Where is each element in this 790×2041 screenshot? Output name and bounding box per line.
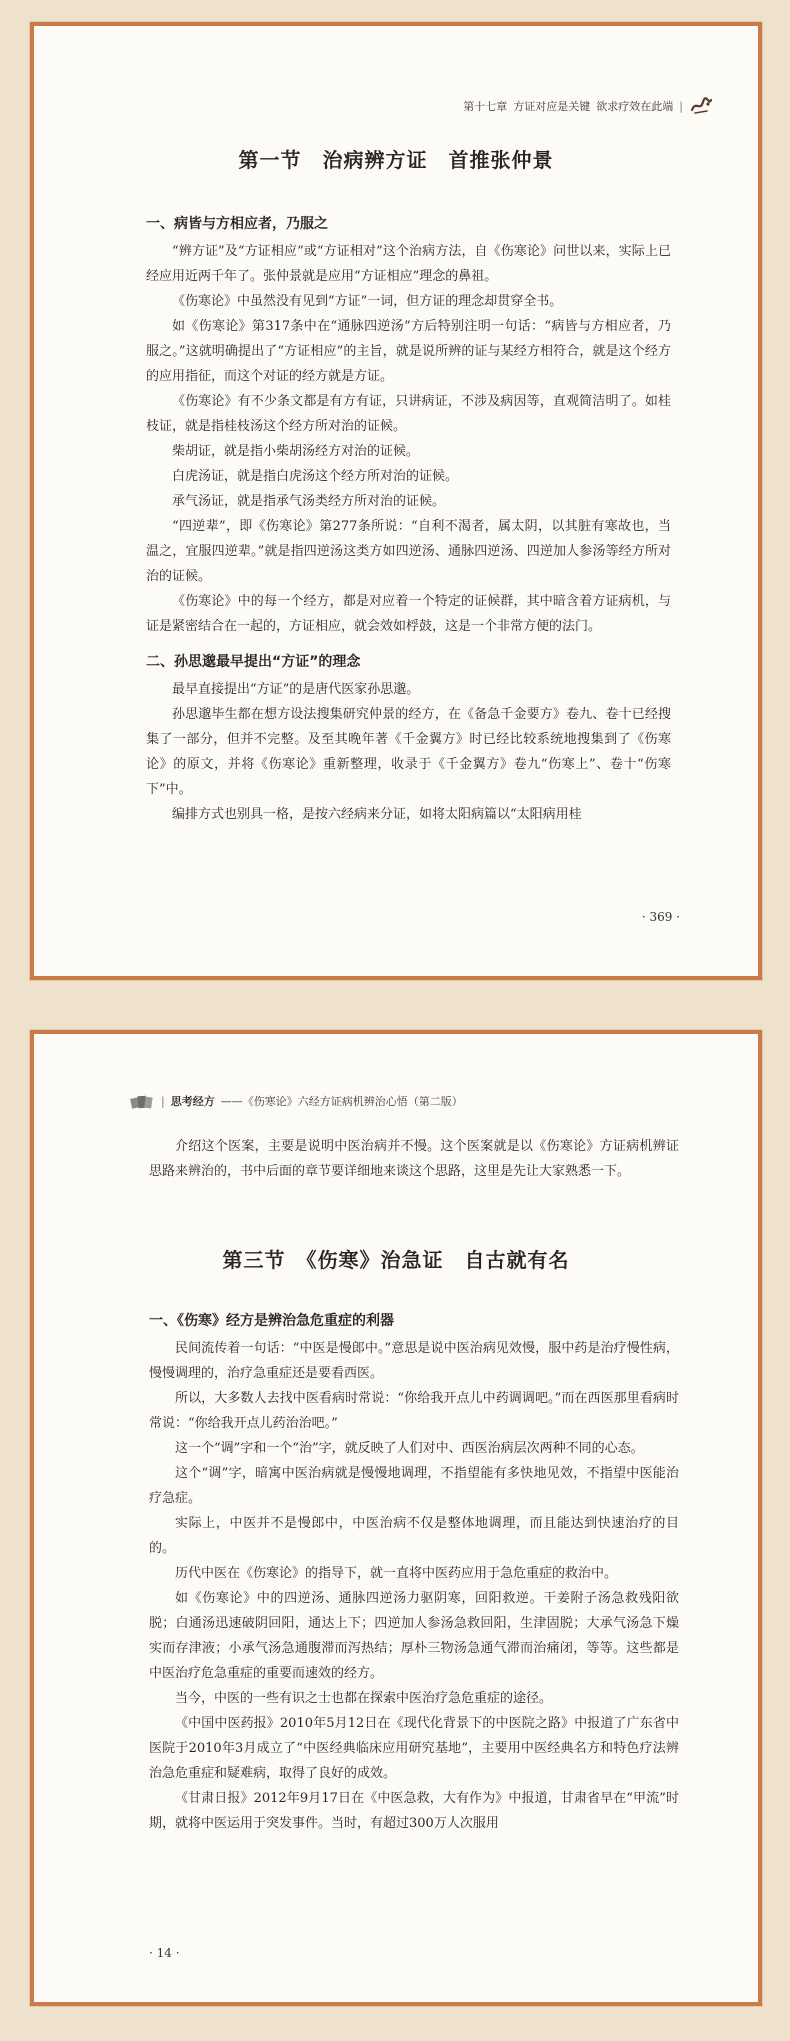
page-number: · 14 · — [149, 1946, 180, 1960]
running-head-separator: | — [679, 99, 683, 113]
chapter-number: 第十七章 — [463, 100, 508, 113]
paragraph: 承气汤证，就是指承气汤类经方所对治的证候。 — [172, 494, 446, 509]
paragraph: 最早直接提出“方证”的是唐代医家孙思邈。 — [172, 682, 420, 697]
paragraph: “辨方证”及“方证相应”或“方证相对”这个治病方法，自《伤寒论》问世以来，实际上已经应用近两千年了。张仲景就是应用“方证相应”理念的鼻祖。 — [146, 244, 671, 284]
running-head — [129, 1092, 463, 1110]
paragraph: 民间流传着一句话：“中医是慢郎中。”意思是说中医治病见效慢，服中药是治疗慢性病，慢慢调理的，治疗急重症还是要看西医。 — [149, 1341, 679, 1381]
paragraph: 当今，中医的一些有识之士也都在探索中医治疗急危重症的途径。 — [175, 1691, 553, 1706]
book-subtitle: ——《伤寒论》六经方证病机辨治心悟（第二版） — [220, 1095, 463, 1108]
page-number: · 369 · — [641, 910, 680, 924]
subsection-heading: 二、孙思邈最早提出“方证”的理念 — [146, 654, 361, 670]
paragraph: 编排方式也别具一格，是按六经病来分证，如将太阳病篇以“太阳病用桂 — [172, 807, 582, 822]
book-page-14 — [30, 1030, 762, 2006]
paragraph: 实际上，中医并不是慢郎中，中医治病不仅是整体地调理，而且能达到快速治疗的目的。 — [149, 1516, 679, 1556]
book-stack-icon — [129, 1092, 155, 1110]
lead-paragraph: 介绍这个医案，主要是说明中医治病并不慢。这个医案就是以《伤寒论》方证病机辨证思路来辨治的，书中后面的章节要详细地来谈这个思路，这里是先让大家熟悉一下。 — [149, 1139, 679, 1179]
paragraph: 这个“调”字，暗寓中医治病就是慢慢地调理，不指望能有多快地见效，不指望中医能治疗急症。 — [149, 1466, 679, 1506]
book-title: 思考经方 — [170, 1095, 215, 1108]
paragraph: “四逆辈”，即《伤寒论》第277条所说：“自利不渴者，属太阴，以其脏有寒故也，当温之，宜服四逆辈。”就是指四逆汤这类方如四逆汤、通脉四逆汤、四逆加人参汤等经方所对治的证候。 — [146, 519, 671, 584]
subsection-heading: 一、《伤寒》经方是辨治急危重症的利器 — [149, 1313, 394, 1329]
section-title: 第三节 《伤寒》治急证 自古就有名 — [222, 1248, 570, 1272]
paragraph: 《伤寒论》中虽然没有见到“方证”一词，但方证的理念却贯穿全书。 — [172, 294, 563, 309]
book-page-369 — [30, 22, 762, 980]
paragraph: 白虎汤证，就是指白虎汤这个经方所对治的证候。 — [172, 469, 459, 484]
paragraph: 历代中医在《伤寒论》的指导下，就一直将中医药应用于急危重症的救治中。 — [175, 1566, 618, 1581]
paragraph: 如《伤寒论》中的四逆汤、通脉四逆汤力驱阴寒，回阳救逆。干姜附子汤急救残阳欲脱；白通汤迅速破阴回阳，通达上下；四逆加人参汤急救回阳，生津固脱；大承气汤急下燥实而存津液；小承气汤急通腹滞而泻热结；厚朴三物汤急通气滞而治痛闭，等等。这些都是中医治疗危急重症的重要而速效的经方。 — [149, 1591, 679, 1681]
paragraph: 《甘肃日报》2012年9月17日在《中医急救，大有作为》中报道，甘肃省早在“甲流”时期，就将中医运用于突发事件。当时，有超过300万人次服用 — [149, 1791, 679, 1831]
chapter-subtitle: 欲求疗效在此端 — [596, 100, 674, 113]
paragraph: 所以，大多数人去找中医看病时常说：“你给我开点儿中药调调吧。”而在西医那里看病时常说：“你给我开点儿药治治吧。” — [149, 1391, 679, 1431]
paragraph: 如《伤寒论》第317条中在“通脉四逆汤”方后特别注明一句话：“病皆与方相应者，乃服之。”这就明确提出了“方证相应”的主旨，就是说所辨的证与某经方相符合，就是这个经方的应用指征，而这个对证的经方就是方证。 — [146, 319, 671, 384]
paragraph: 《伤寒论》有不少条文都是有方有证，只讲病证，不涉及病因等，直观简洁明了。如桂枝证，就是指桂枝汤这个经方所对治的证候。 — [146, 394, 671, 434]
subsection-heading: 一、病皆与方相应者，乃服之 — [146, 216, 328, 232]
paragraph: 这一个“调”字和一个“治”字，就反映了人们对中、西医治病层次两种不同的心态。 — [175, 1441, 644, 1456]
calligraphy-logo-icon — [689, 96, 713, 116]
paragraph: 柴胡证，就是指小柴胡汤经方对治的证候。 — [172, 444, 420, 459]
chapter-title: 方证对应是关键 — [513, 100, 591, 113]
section-title: 第一节 治病辨方证 首推张仲景 — [238, 148, 554, 172]
paragraph: 《伤寒论》中的每一个经方，都是对应着一个特定的证候群，其中暗含着方证病机，与证是紧密结合在一起的，方证相应，就会效如桴鼓，这是一个非常方便的法门。 — [146, 594, 671, 634]
running-head-separator: | — [161, 1094, 165, 1108]
paragraph: 孙思邈毕生都在想方设法搜集研究仲景的经方，在《备急千金要方》卷九、卷十已经搜集了一部分，但并不完整。及至其晚年著《千金翼方》时已经比较系统地搜集到了《伤寒论》的原文，并将《伤寒论》重新整理，收录于《千金翼方》卷九“伤寒上”、卷十“伤寒下”中。 — [146, 707, 671, 797]
running-head — [463, 96, 713, 116]
paragraph: 《中国中医药报》2010年5月12日在《现代化背景下的中医院之路》中报道了广东省中医院于2010年3月成立了“中医经典临床应用研究基地”，主要用中医经典名方和特色疗法辨治急危重症和疑难病，取得了良好的成效。 — [149, 1716, 679, 1781]
